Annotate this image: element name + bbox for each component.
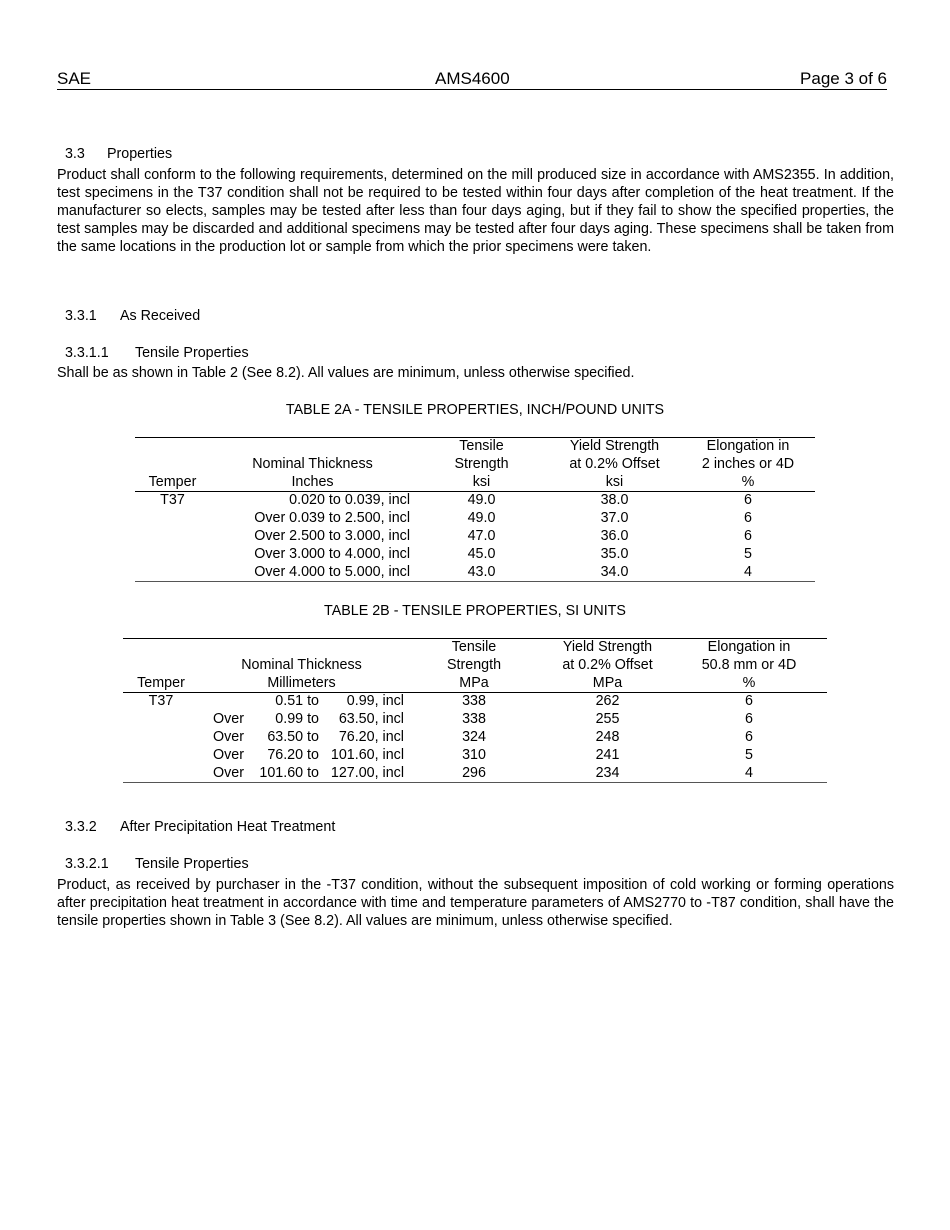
table-2a-caption: TABLE 2A - TENSILE PROPERTIES, INCH/POUND UNITS (285, 402, 665, 418)
cell-yield: 241 (595, 746, 620, 763)
cell-thickness: Over 2.500 to 3.000, incl (254, 527, 410, 544)
cell-temper (135, 546, 210, 564)
cell-thickness-to: 76.20, incl (338, 728, 404, 745)
cell-tensile: 324 (462, 728, 486, 745)
cell-thickness-to: 101.60, incl (330, 746, 404, 763)
column-header: % (681, 474, 815, 492)
column-header: Yield Strength (544, 639, 671, 657)
table-row (123, 693, 827, 711)
column-header: 50.8 mm or 4D (701, 656, 797, 673)
column-header: Inches (210, 474, 415, 492)
table-2a (135, 437, 815, 582)
cell-thickness-from: 76.20 to (267, 746, 319, 763)
cell-thickness-from: 0.99 to (275, 711, 319, 728)
cell-yield: 255 (595, 711, 620, 728)
cell-tensile: 310 (462, 746, 486, 763)
section-3-3-1-1-paragraph: Shall be as shown in Table 2 (See 8.2). All values are minimum, unless otherwise specified. (57, 365, 635, 381)
column-header: Nominal Thickness (252, 455, 373, 472)
cell-thickness-to: 127.00, incl (319, 765, 404, 783)
column-header: ksi (548, 474, 681, 492)
cell-elongation: 6 (744, 510, 752, 527)
column-header: % (671, 675, 827, 693)
section-3-3-paragraph: Product shall conform to the following requirements, determined on the mill produced size in accordance with AMS2355. In addition, test specimens in the T37 condition shall not be required to be tested within four days after completion of the heat treatment. If the manufacturer so elects, samples may be tested after less than four days aging, but if they fail to show the specified properties, the test samples may be discarded and additional specimens may be tested after four days aging. These specimens shall be taken from the same locations in the production lot or sample from which the prior specimens were taken. (57, 167, 894, 255)
table-2b (123, 638, 827, 783)
page-header (57, 69, 887, 90)
column-header: MPa (404, 675, 544, 693)
cell-elongation: 5 (744, 545, 752, 562)
cell-tensile: 49.0 (467, 492, 496, 509)
table-header-row (123, 639, 827, 657)
section-3-3-2-heading (57, 803, 335, 835)
cell-tensile: 49.0 (467, 510, 496, 527)
cell-tensile: 47.0 (467, 527, 496, 544)
table-row (135, 546, 815, 564)
cell-elongation: 6 (745, 693, 753, 710)
cell-thickness-from: 0.51 to (275, 693, 319, 710)
section-number: 3.3 (64, 146, 85, 162)
column-header: Strength (454, 455, 509, 472)
cell-yield: 36.0 (600, 527, 629, 544)
header-doc-id: AMS4600 (435, 69, 510, 88)
column-header: Strength (446, 656, 502, 673)
column-header: Tensile (415, 438, 548, 456)
section-3-3-2-1-heading (57, 840, 249, 872)
cell-temper (135, 510, 210, 528)
cell-tensile: 43.0 (415, 564, 548, 582)
cell-over (199, 693, 244, 711)
section-3-3-2-1-paragraph: Product, as received by purchaser in the -T37 condition, without the subsequent imposition of cold working or forming operations after precipitation heat treatment in accordance with time and temperature parameters of AMS2770 to -T87 condition, shall have the tensile properties shown in Table 3 (See 8.2). All values are minimum, unless otherwise specified. (57, 877, 894, 929)
cell-tensile: 338 (462, 711, 486, 728)
cell-over: Over (199, 765, 244, 783)
cell-over: Over (213, 746, 244, 763)
cell-yield: 248 (595, 728, 620, 745)
table-row (123, 765, 827, 783)
section-number: 3.3.1.1 (64, 345, 109, 361)
table-header-row (135, 438, 815, 456)
section-3-3-1-heading (57, 292, 200, 324)
section-title: Tensile Properties (134, 856, 249, 872)
table-2b-caption: TABLE 2B - TENSILE PROPERTIES, SI UNITS (324, 603, 626, 619)
table-header-row (123, 675, 827, 693)
table-row (135, 564, 815, 582)
column-header: Millimeters (199, 675, 404, 693)
cell-elongation: 6 (744, 492, 752, 509)
header-org: SAE (57, 69, 92, 88)
table-header-row (135, 456, 815, 474)
section-3-3-heading (57, 130, 172, 162)
table-row (123, 729, 827, 747)
cell-tensile: 45.0 (467, 545, 496, 562)
cell-thickness: Over 3.000 to 4.000, incl (254, 545, 410, 562)
cell-yield: 35.0 (600, 545, 629, 562)
section-number: 3.3.2 (64, 819, 97, 835)
cell-thickness: 0.020 to 0.039, incl (289, 492, 410, 509)
column-header: Tensile (404, 639, 544, 657)
cell-elongation: 6 (745, 728, 753, 745)
cell-temper (123, 747, 199, 765)
cell-tensile: 296 (404, 765, 544, 783)
cell-temper (123, 711, 199, 729)
section-title: Properties (106, 146, 173, 162)
section-title: Tensile Properties (134, 345, 249, 361)
cell-yield: 38.0 (600, 492, 629, 509)
cell-temper (135, 564, 210, 582)
column-header: Temper (135, 474, 210, 492)
table-row (135, 528, 815, 546)
column-header: at 0.2% Offset (562, 656, 653, 673)
column-header: Elongation in (681, 438, 815, 456)
cell-temper (123, 765, 199, 783)
cell-thickness-to: 63.50, incl (338, 711, 404, 728)
cell-yield: 262 (595, 693, 620, 710)
section-title: After Precipitation Heat Treatment (119, 819, 336, 835)
column-header: Temper (123, 675, 199, 693)
cell-elongation: 6 (745, 711, 753, 728)
column-header: ksi (415, 474, 548, 492)
cell-tensile: 338 (462, 693, 486, 710)
section-title: As Received (119, 308, 201, 324)
cell-over: Over (213, 711, 244, 728)
cell-elongation: 4 (681, 564, 815, 582)
table-row (123, 747, 827, 765)
cell-thickness: Over 0.039 to 2.500, incl (254, 510, 410, 527)
cell-thickness-from: 63.50 to (267, 728, 319, 745)
section-3-3-1-1-heading (57, 329, 249, 361)
cell-elongation: 4 (671, 765, 827, 783)
table-row (135, 492, 815, 510)
column-header: MPa (544, 675, 671, 693)
cell-temper (135, 528, 210, 546)
header-page-number: Page 3 of 6 (800, 69, 887, 88)
column-header: Nominal Thickness (241, 656, 362, 673)
cell-elongation: 5 (745, 746, 753, 763)
cell-yield: 234 (544, 765, 671, 783)
column-header: Elongation in (671, 639, 827, 657)
column-header: at 0.2% Offset (569, 455, 660, 472)
cell-thickness: Over 4.000 to 5.000, incl (210, 564, 415, 582)
cell-thickness-to: 0.99, incl (346, 693, 404, 710)
cell-thickness-from: 101.60 to (244, 765, 319, 783)
table-header-row (135, 474, 815, 492)
cell-temper: T37 (148, 693, 174, 710)
column-header: Yield Strength (548, 438, 681, 456)
section-number: 3.3.2.1 (64, 856, 109, 872)
table-row (123, 711, 827, 729)
cell-yield: 34.0 (548, 564, 681, 582)
cell-yield: 37.0 (600, 510, 629, 527)
section-number: 3.3.1 (64, 308, 97, 324)
cell-elongation: 6 (744, 527, 752, 544)
cell-temper (123, 729, 199, 747)
cell-temper: T37 (160, 492, 185, 509)
column-header: 2 inches or 4D (701, 455, 795, 472)
cell-over: Over (213, 728, 244, 745)
table-header-row (123, 657, 827, 675)
table-row (135, 510, 815, 528)
